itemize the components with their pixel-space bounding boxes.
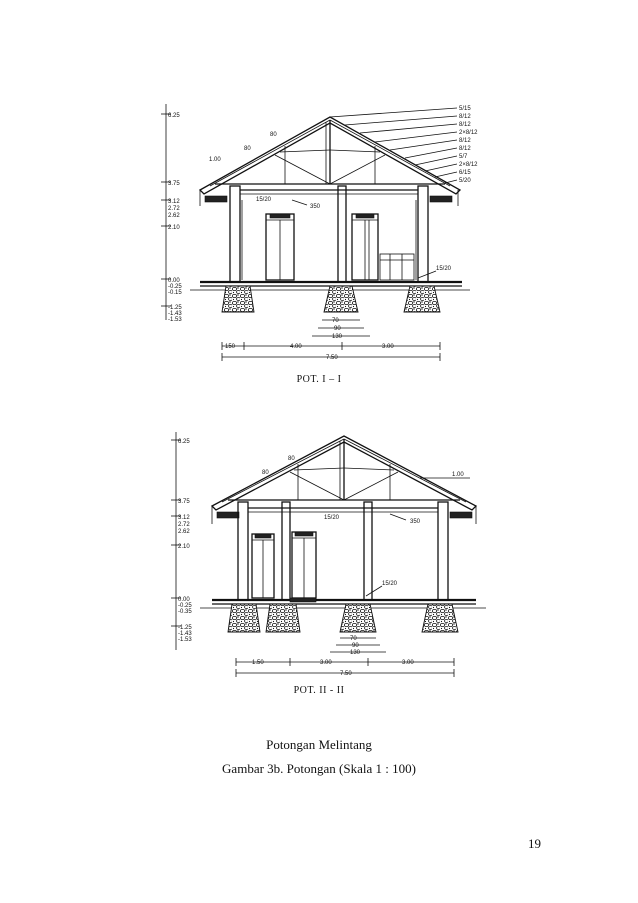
footing-dim: 70 (332, 318, 339, 324)
page-number: 19 (528, 836, 541, 851)
figure-subtitle: Gambar 3b. Potongan (Skala 1 : 100) (222, 761, 416, 776)
roof-slope-label: 80 (262, 470, 269, 476)
elevation-label: -1.43 (168, 311, 182, 317)
span-label: 350 (310, 204, 321, 210)
span-label: 350 (410, 519, 421, 525)
beam-label: 15/20 (256, 197, 272, 203)
footing-dim: 90 (334, 326, 341, 332)
total-dim: 7.50 (326, 355, 338, 361)
elevation-label: 3.12 (168, 199, 180, 205)
timber-label: 8/12 (459, 122, 471, 128)
section-1-drawing (161, 104, 478, 361)
elevation-label: 2.62 (178, 529, 190, 535)
roof-overhang-label: 1.00 (452, 472, 464, 478)
elevation-label: 6.25 (178, 439, 190, 445)
footing-dim: 130 (332, 334, 343, 340)
total-dim: 7.50 (340, 671, 352, 677)
elevation-label: -1.25 (178, 625, 192, 631)
span-dim: 1.50 (252, 660, 264, 666)
elevation-label: 2.10 (168, 225, 180, 231)
elevation-label: 2.72 (168, 206, 180, 212)
elevation-label: 6.25 (168, 113, 180, 119)
elevation-label: -0.35 (178, 609, 192, 615)
elevation-label: -1.25 (168, 305, 182, 311)
timber-label: 8/12 (459, 138, 471, 144)
timber-label: 8/12 (459, 114, 471, 120)
section-2-caption: POT. II - II (293, 685, 345, 696)
roof-slope-label: 80 (288, 456, 295, 462)
elevation-label: 3.12 (178, 515, 190, 521)
roof-overhang-label: 1.00 (209, 157, 221, 163)
section-1-caption: POT. I – I (296, 374, 342, 385)
footing-dim: 90 (352, 643, 359, 649)
timber-label: 5/15 (459, 106, 471, 112)
span-dim: 3.00 (320, 660, 332, 666)
timber-label: 2×8/12 (459, 130, 478, 136)
beam-label: 15/20 (324, 515, 340, 521)
elevation-label: 0.00 (168, 278, 180, 284)
elevation-label: -0.15 (168, 290, 182, 296)
span-dim: 3.00 (382, 344, 394, 350)
roof-slope-label: 80 (270, 132, 277, 138)
span-dim: 4.00 (290, 344, 302, 350)
floor-label: 15/20 (436, 266, 452, 272)
span-dim: 150 (225, 344, 236, 350)
elevation-label: -0.25 (168, 284, 182, 290)
elevation-label: 0.00 (178, 597, 190, 603)
footing-dim: 70 (350, 636, 357, 642)
elevation-label: -1.53 (168, 317, 182, 323)
elevation-label: 3.75 (168, 181, 180, 187)
elevation-label: 2.10 (178, 544, 190, 550)
section-2-drawing (171, 432, 486, 677)
figure-title: Potongan Melintang (266, 737, 372, 752)
elevation-label: -0.25 (178, 603, 192, 609)
timber-label-leaders (330, 108, 457, 183)
timber-label: 5/7 (459, 154, 468, 160)
floor-label: 15/20 (382, 581, 398, 587)
elevation-label: -1.53 (178, 637, 192, 643)
elevation-label: 2.72 (178, 522, 190, 528)
elevation-label: -1.43 (178, 631, 192, 637)
elevation-label: 2.62 (168, 213, 180, 219)
timber-label: 5/20 (459, 178, 471, 184)
timber-label: 2×8/12 (459, 162, 478, 168)
span-dim: 3.00 (402, 660, 414, 666)
timber-label: 6/15 (459, 170, 471, 176)
timber-label: 8/12 (459, 146, 471, 152)
elevation-label: 3.75 (178, 499, 190, 505)
footing-dim: 130 (350, 650, 361, 656)
roof-slope-label: 80 (244, 146, 251, 152)
